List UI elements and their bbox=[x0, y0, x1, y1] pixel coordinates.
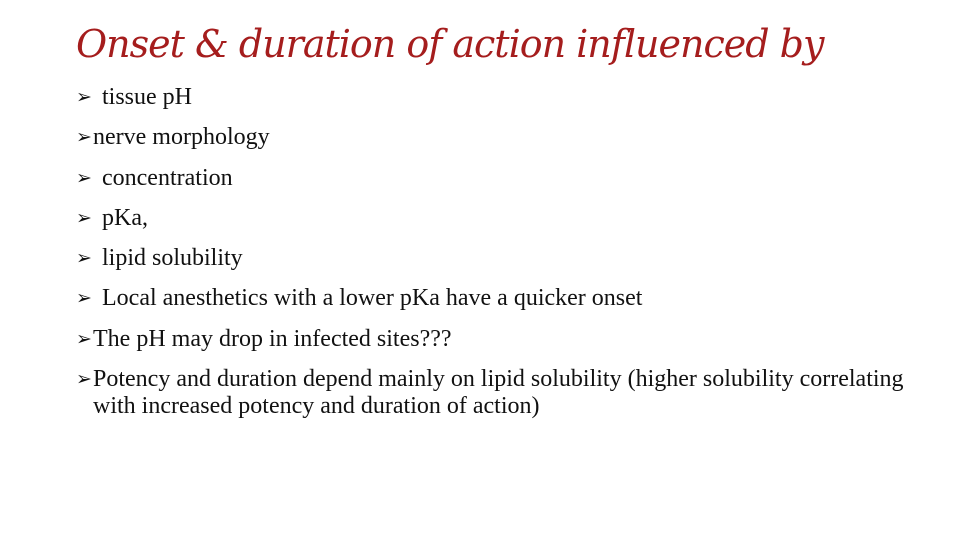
bullet-text: pKa, bbox=[96, 204, 148, 231]
bullet-text: Local anesthetics with a lower pKa have a quicker onset bbox=[96, 285, 643, 312]
arrowhead-bullet-icon: ➢ bbox=[76, 247, 92, 270]
bullet-item bbox=[76, 285, 936, 312]
arrowhead-bullet-icon: ➢ bbox=[76, 327, 92, 350]
bullet-list bbox=[76, 84, 936, 420]
bullet-text: nerve morphology bbox=[93, 124, 270, 151]
bullet-item bbox=[76, 124, 936, 151]
bullet-text: tissue pH bbox=[96, 84, 192, 110]
bullet-text: Potency and duration depend mainly on lipid solubility (higher solubility correlating with increased potency and duration of action) bbox=[93, 366, 910, 420]
bullet-item bbox=[76, 326, 936, 353]
arrowhead-bullet-icon: ➢ bbox=[76, 126, 92, 149]
slide-title: Onset & duration of action influenced by bbox=[76, 22, 824, 66]
bullet-text: concentration bbox=[96, 164, 233, 191]
arrowhead-bullet-icon: ➢ bbox=[76, 206, 92, 229]
bullet-item bbox=[76, 245, 936, 272]
arrowhead-bullet-icon: ➢ bbox=[76, 86, 92, 108]
arrowhead-bullet-icon: ➢ bbox=[76, 287, 92, 310]
bullet-item bbox=[76, 165, 936, 192]
arrowhead-bullet-icon: ➢ bbox=[76, 368, 92, 391]
bullet-item bbox=[76, 205, 936, 232]
bullet-item bbox=[76, 84, 936, 111]
bullet-item bbox=[76, 366, 936, 420]
bullet-text: The pH may drop in infected sites??? bbox=[93, 325, 452, 352]
bullet-text: lipid solubility bbox=[96, 245, 243, 272]
arrowhead-bullet-icon: ➢ bbox=[76, 166, 92, 189]
